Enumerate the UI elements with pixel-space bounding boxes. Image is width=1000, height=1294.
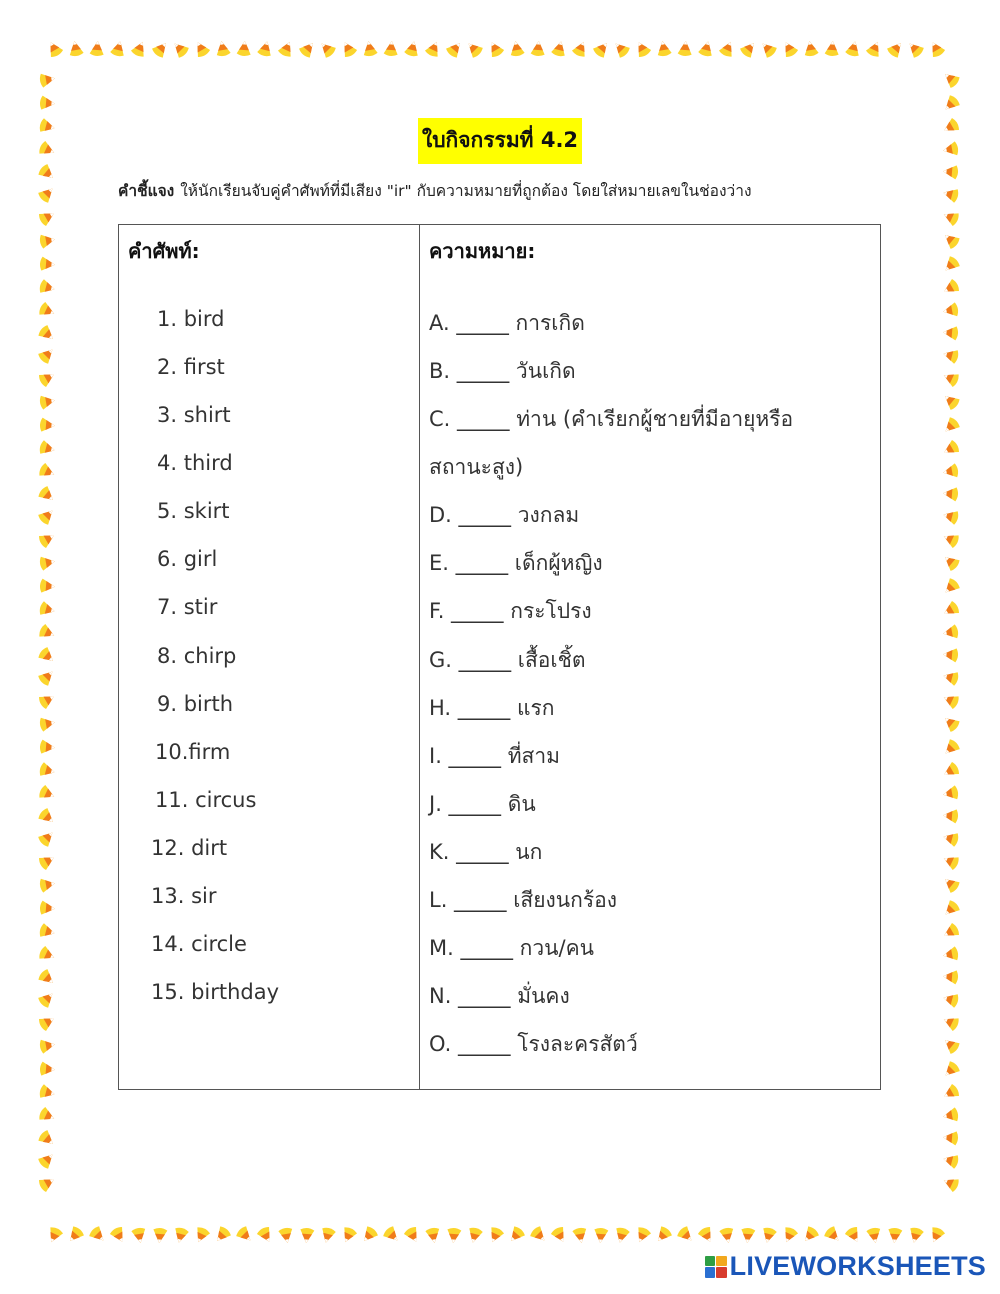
candy-corn-icon [678, 40, 693, 56]
candy-corn-icon [941, 669, 959, 686]
word-item-15: 15. birthday [151, 980, 280, 1004]
candy-corn-icon [486, 1226, 505, 1246]
candy-corn-icon [865, 39, 884, 59]
candy-corn-icon [37, 163, 57, 183]
candy-corn-icon [39, 1038, 56, 1054]
candy-corn-icon [927, 1226, 946, 1246]
candy-corn-icon [37, 529, 57, 549]
instruction [118, 178, 938, 203]
candy-corn-icon [37, 1012, 57, 1032]
candy-corn-icon [531, 40, 546, 56]
candy-corn-icon [37, 207, 57, 227]
candy-corn-icon [37, 1150, 58, 1171]
candy-corn-icon [942, 164, 958, 179]
candy-corn-icon [38, 923, 56, 940]
candy-corn-icon [39, 716, 56, 732]
candy-corn-icon [506, 1225, 526, 1245]
word-item-8: 8. chirp [157, 644, 237, 668]
candy-corn-icon [941, 738, 962, 759]
candy-corn-icon [37, 968, 57, 988]
meaning-item-c-cont: สถานะสูง) [429, 455, 524, 479]
candy-corn-icon [298, 39, 318, 59]
candy-corn-icon [130, 39, 149, 59]
candy-corn-icon [39, 579, 55, 594]
candy-corn-icon [39, 233, 56, 249]
candy-corn-icon [941, 1174, 961, 1193]
word-item-4: 4. third [157, 451, 233, 475]
word-item-7: 7. stir [157, 595, 218, 619]
candy-corn-icon [941, 369, 961, 388]
candy-corn-icon [942, 463, 959, 479]
candy-corn-icon [572, 1227, 588, 1244]
word-item-9: 9. birth [157, 692, 234, 716]
candy-corn-icon [37, 1129, 57, 1149]
candy-corn-icon [151, 39, 171, 59]
candy-corn-icon [697, 1225, 717, 1245]
candy-corn-icon [65, 1225, 85, 1245]
candy-corn-icon [90, 40, 105, 56]
candy-corn-icon [719, 1227, 735, 1244]
candy-corn-icon [941, 94, 962, 115]
candy-corn-icon [404, 39, 421, 57]
candy-corn-icon [942, 1107, 959, 1123]
meaning-item-d: D. _____ วงกลม [429, 503, 580, 527]
candy-corn-icon [941, 230, 961, 250]
candy-corn-icon [170, 39, 191, 60]
candy-corn-icon [942, 302, 959, 318]
candy-corn-icon [37, 485, 57, 505]
candy-corn-icon [800, 1225, 820, 1245]
candy-corn-icon [941, 278, 961, 298]
candy-corn-icon [466, 1226, 483, 1244]
candy-corn-icon [317, 39, 338, 60]
word-item-6: 6. girl [157, 547, 218, 571]
candy-corn-icon [38, 784, 58, 803]
candy-corn-icon [942, 808, 958, 823]
candy-corn-icon [550, 1225, 570, 1245]
candy-corn-icon [235, 1225, 256, 1246]
word-item-1: 1. bird [157, 307, 225, 331]
meaning-item-o: O. _____ โรงละครสัตว์ [429, 1032, 638, 1056]
candy-corn-icon [632, 39, 652, 59]
candy-corn-icon [39, 1062, 55, 1077]
candy-corn-icon [37, 368, 57, 388]
word-item-3: 3. shirt [157, 403, 231, 427]
word-item-2: 2. first [157, 355, 225, 379]
candy-corn-icon [941, 852, 961, 871]
candy-corn-icon [941, 255, 962, 276]
candy-corn-icon [37, 828, 58, 849]
candy-corn-icon [110, 39, 127, 57]
candy-corn-icon [942, 1130, 958, 1145]
candy-corn-icon [633, 1226, 652, 1246]
meaning-item-e: E. _____ เด็กผู้หญิง [429, 551, 603, 575]
candy-corn-icon [941, 530, 961, 549]
candy-corn-icon [172, 1226, 189, 1244]
candy-corn-icon [39, 257, 55, 272]
candy-corn-icon [39, 740, 55, 755]
candy-corn-icon [39, 555, 56, 571]
candy-corn-icon [39, 901, 55, 916]
word-item-5: 5. skirt [157, 499, 230, 523]
candy-corn-icon [403, 1225, 423, 1245]
instruction-lead: คำชี้แจง [118, 182, 175, 200]
candy-corn-icon [941, 600, 961, 620]
candy-corn-icon [485, 39, 505, 59]
candy-corn-icon [941, 552, 961, 572]
candy-corn-icon [941, 416, 962, 437]
meaning-item-i: I. _____ ที่สาม [429, 744, 561, 768]
word-item-14: 14. circle [151, 932, 247, 956]
meaning-item-h: H. _____ แรก [429, 696, 555, 720]
candy-corn-icon [844, 1225, 864, 1245]
meaning-item-c: C. _____ ท่าน (คำเรียกผู้ชายที่มีอายุหรือ [429, 407, 794, 431]
candy-corn-icon [941, 508, 959, 525]
candy-corn-icon [941, 577, 962, 598]
candy-corn-icon [446, 1227, 461, 1243]
candy-corn-icon [780, 1226, 799, 1246]
candy-corn-icon [941, 186, 959, 203]
candy-corn-icon [109, 1225, 129, 1245]
candy-corn-icon [215, 40, 231, 57]
candy-corn-icon [37, 989, 58, 1010]
worksheet-title: ใบกิจกรรมที่ 4.2 [418, 118, 582, 164]
candy-corn-icon [941, 391, 961, 411]
candy-corn-icon [779, 39, 799, 59]
candy-corn-icon [941, 1060, 962, 1081]
candy-corn-icon [866, 1227, 882, 1244]
candy-corn-icon [941, 899, 962, 920]
candy-corn-icon [613, 1226, 630, 1244]
candy-corn-icon [424, 39, 443, 59]
candy-corn-icon [338, 39, 358, 59]
candy-corn-icon [45, 1226, 64, 1246]
candy-corn-icon [941, 69, 961, 89]
candy-corn-icon [656, 40, 672, 57]
candy-corn-icon [886, 39, 906, 59]
candy-corn-icon [39, 96, 55, 111]
meaning-item-b: B. _____ วันเกิด [429, 359, 576, 383]
candy-corn-icon [551, 39, 568, 57]
candy-corn-icon [676, 1225, 697, 1246]
candy-corn-icon [212, 1225, 232, 1245]
candy-corn-icon [39, 877, 56, 893]
meaning-item-m: M. _____ กวน/คน [429, 936, 594, 960]
meaning-item-k: K. _____ นก [429, 840, 543, 864]
candy-corn-icon [131, 1227, 147, 1244]
candy-corn-icon [907, 1226, 924, 1244]
candy-corn-icon [38, 1084, 56, 1101]
candy-corn-icon [905, 39, 926, 60]
candy-corn-icon [37, 646, 57, 666]
candy-corn-icon [37, 667, 58, 688]
candy-corn-icon [38, 440, 56, 457]
candy-corn-icon [592, 39, 612, 59]
brand-name: LIVEWORKSHEETS [729, 1251, 986, 1281]
candy-corn-icon [740, 1227, 755, 1243]
candy-corn-icon [941, 208, 961, 227]
candy-corn-icon [277, 39, 296, 59]
word-item-12: 12. dirt [151, 836, 228, 860]
meanings-column-header: ความหมาย: [429, 239, 536, 263]
candy-corn-icon [37, 807, 57, 827]
candy-corn-icon [39, 394, 56, 410]
candy-corn-icon [942, 969, 958, 984]
candy-corn-icon [39, 72, 56, 88]
candy-corn-icon [359, 1225, 379, 1245]
candy-corn-icon [38, 762, 56, 779]
candy-corn-icon [941, 874, 961, 894]
candy-corn-icon [68, 40, 84, 57]
candy-corn-icon [887, 1227, 902, 1243]
candy-corn-icon [38, 462, 58, 481]
candy-corn-icon [941, 1083, 961, 1103]
meaning-item-n: N. _____ มั่นคง [429, 984, 570, 1008]
candy-corn-icon [942, 647, 958, 662]
candy-corn-icon [941, 347, 959, 364]
candy-corn-icon [941, 439, 961, 459]
candy-corn-icon [942, 785, 959, 801]
candy-corn-icon [942, 624, 959, 640]
meaning-item-l: L. _____ เสียงนกร้อง [429, 888, 617, 912]
matching-table [118, 224, 881, 1090]
title-container [0, 118, 1000, 164]
candy-corn-icon [698, 39, 715, 57]
candy-corn-icon [38, 601, 56, 618]
candy-corn-icon [942, 946, 959, 962]
meaning-item-g: G. _____ เสื้อเชิ้ต [429, 648, 586, 672]
candy-corn-icon [37, 345, 58, 366]
candy-corn-icon [39, 418, 55, 433]
candy-corn-icon [44, 39, 64, 59]
candy-corn-icon [823, 1225, 844, 1246]
meaning-item-a: A. _____ การเกิด [429, 311, 585, 335]
candy-corn-icon [825, 40, 840, 56]
candy-corn-icon [382, 1225, 403, 1246]
word-item-13: 13. sir [151, 884, 217, 908]
word-item-10: 10.firm [155, 740, 231, 764]
candy-corn-icon [152, 1227, 167, 1243]
instruction-text: ให้นักเรียนจับคู่คำศัพท์ที่มีเสียง "ir" กับความหมายที่ถูกต้อง โดยใส่หมายเลขในช่องว่าง [180, 182, 752, 200]
candy-corn-icon [192, 1226, 211, 1246]
candy-corn-icon [38, 623, 58, 642]
candy-corn-icon [941, 1152, 959, 1169]
column-divider [419, 225, 420, 1089]
candy-corn-icon [845, 39, 862, 57]
candy-corn-icon [571, 39, 590, 59]
candy-corn-icon [257, 39, 274, 57]
candy-corn-icon [37, 690, 57, 710]
meaning-item-f: F. _____ กระโปรง [429, 599, 592, 623]
candy-corn-icon [191, 39, 211, 59]
candy-corn-icon [942, 325, 958, 340]
candy-corn-icon [37, 184, 58, 205]
candy-corn-icon [739, 39, 759, 59]
candy-corn-icon [718, 39, 737, 59]
candy-corn-icon [941, 691, 961, 710]
candy-corn-icon [941, 991, 959, 1008]
candy-corn-icon [941, 830, 959, 847]
candy-corn-icon [299, 1227, 314, 1243]
liveworksheets-footer[interactable] [705, 1251, 986, 1282]
liveworksheets-logo-icon [705, 1256, 727, 1278]
candy-corn-icon [425, 1227, 441, 1244]
candy-corn-icon [38, 301, 58, 320]
candy-corn-icon [362, 40, 378, 57]
candy-corn-icon [88, 1225, 109, 1246]
candy-corn-icon [339, 1226, 358, 1246]
candy-corn-icon [278, 1227, 294, 1244]
candy-corn-icon [384, 40, 399, 56]
candy-corn-icon [941, 761, 961, 781]
candy-corn-icon [509, 40, 525, 57]
candy-corn-icon [941, 922, 961, 942]
candy-corn-icon [941, 1013, 961, 1032]
candy-corn-icon [926, 39, 946, 59]
candy-corn-icon [38, 279, 56, 296]
candy-corn-icon [38, 945, 58, 964]
candy-corn-icon [37, 851, 57, 871]
candy-corn-icon [653, 1225, 673, 1245]
candy-corn-icon [37, 506, 58, 527]
candy-corn-icon [37, 324, 57, 344]
candy-corn-icon [611, 39, 632, 60]
candy-corn-icon [941, 1035, 961, 1055]
candy-corn-icon [237, 40, 252, 56]
words-column-header: คำศัพท์: [128, 239, 200, 263]
candy-corn-icon [760, 1226, 777, 1244]
candy-corn-icon [942, 486, 958, 501]
candy-corn-icon [38, 1106, 58, 1125]
candy-corn-icon [529, 1225, 550, 1246]
candy-corn-icon [941, 713, 961, 733]
meaning-item-j: J. _____ ดิน [429, 792, 536, 816]
candy-corn-icon [464, 39, 485, 60]
candy-corn-icon [256, 1225, 276, 1245]
candy-corn-icon [319, 1226, 336, 1244]
candy-corn-icon [758, 39, 779, 60]
candy-corn-icon [593, 1227, 608, 1243]
word-item-11: 11. circus [155, 788, 257, 812]
candy-corn-icon [37, 1173, 57, 1193]
candy-corn-icon [803, 40, 819, 57]
candy-corn-icon [445, 39, 465, 59]
